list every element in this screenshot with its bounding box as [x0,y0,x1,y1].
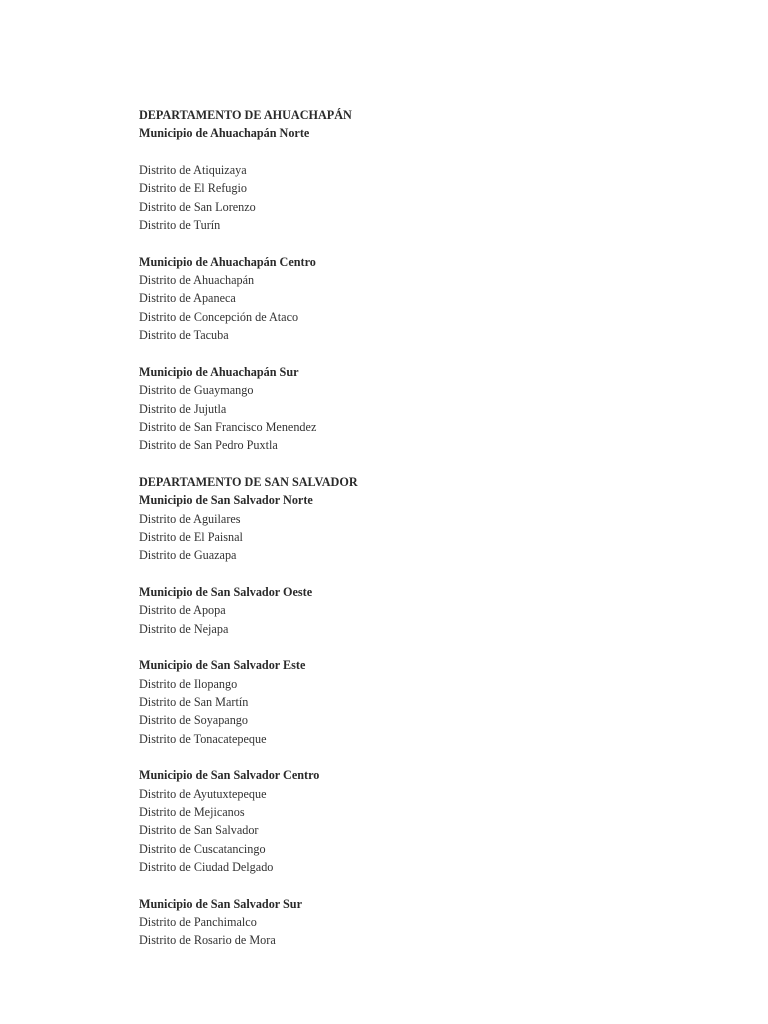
spacer [139,344,699,362]
district-item: Distrito de Soyapango [139,713,248,728]
district-item: Distrito de Ciudad Delgado [139,860,274,875]
spacer [139,565,699,583]
district-item: Distrito de Atiquizaya [139,163,247,178]
spacer [139,748,699,766]
district-item: Distrito de El Paisnal [139,529,243,544]
department-heading: DEPARTAMENTO DE AHUACHAPÁN [139,108,352,122]
district-item: Distrito de Guaymango [139,383,254,398]
district-item: Distrito de Turín [139,218,221,233]
spacer [139,638,699,656]
district-item: Distrito de Panchimalco [139,915,257,930]
municipality-heading: Municipio de San Salvador Norte [139,493,313,508]
district-item: Distrito de San Lorenzo [139,199,256,214]
document-page [139,106,699,950]
municipality-heading: Municipio de Ahuachapán Norte [139,126,310,141]
district-item: Distrito de Nejapa [139,621,229,636]
spacer [139,455,699,473]
district-item: Distrito de Aguilares [139,511,241,526]
district-item: Distrito de Mejicanos [139,805,245,820]
district-item: Distrito de San Martín [139,695,249,709]
municipality-heading: Municipio de San Salvador Oeste [139,584,313,599]
municipality-heading: Municipio de San Salvador Centro [139,768,320,783]
district-item: Distrito de Ahuachapán [139,273,255,288]
district-item: Distrito de Concepción de Ataco [139,309,299,324]
spacer [139,876,699,894]
department-heading: DEPARTAMENTO DE SAN SALVADOR [139,474,358,489]
district-item: Distrito de Ilopango [139,676,238,691]
district-item: Distrito de San Salvador [139,823,259,838]
district-item: Distrito de Cuscatancingo [139,841,266,856]
district-item: Distrito de Guazapa [139,548,237,563]
municipality-heading: Municipio de Ahuachapán Sur [139,364,299,379]
municipality-heading: Municipio de Ahuachapán Centro [139,254,316,269]
municipality-heading: Municipio de San Salvador Este [139,658,306,673]
spacer [139,234,699,252]
district-item: Distrito de Rosario de Mora [139,933,276,948]
spacer [139,143,699,161]
district-item: Distrito de San Pedro Puxtla [139,438,278,453]
district-item: Distrito de El Refugio [139,181,247,196]
district-item: Distrito de Tacuba [139,328,229,343]
district-item: Distrito de Apaneca [139,291,236,306]
district-item: Distrito de Ayutuxtepeque [139,786,267,801]
district-item: Distrito de San Francisco Menendez [139,419,317,434]
district-item: Distrito de Jujutla [139,401,227,416]
district-item: Distrito de Tonacatepeque [139,731,267,746]
municipality-heading: Municipio de San Salvador Sur [139,896,302,911]
district-item: Distrito de Apopa [139,603,226,618]
